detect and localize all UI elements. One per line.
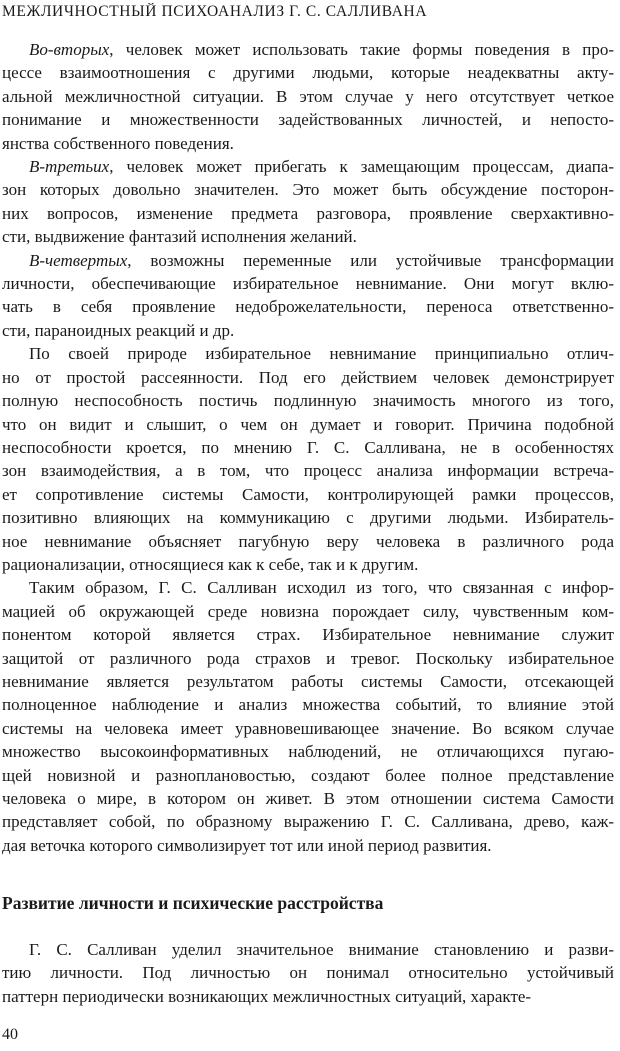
text-line <box>2 225 614 248</box>
line-text: но от простой рассеянности. Под его действием человек демонстрирует <box>2 367 614 387</box>
line-text: , возможны переменные или устойчивые трансформации <box>127 250 614 270</box>
line-text: полную неспособность постичь подлинную значимость многого из того, <box>2 391 614 411</box>
text-line <box>2 85 614 108</box>
italic-lead: Во-вторых <box>29 40 110 59</box>
line-text: дая веточка которого символизирует тот или иной период развития. <box>2 835 492 855</box>
line-text: рационализации, относящиеся как к себе, так и к другим. <box>2 554 419 574</box>
line-text: представляет собой, по образному выражению Г. С. Салливана, древо, каж- <box>2 812 614 832</box>
line-text: альной межличностной ситуации. В этом случае у него отсутствует четкое <box>2 86 614 106</box>
line-text: тию личности. Под личностью он понимал относительно устойчивый <box>2 963 614 983</box>
line-text: Таким образом, Г. С. Салливан исходил из того, что связанная с инфор- <box>29 578 614 598</box>
text-line <box>2 985 614 1008</box>
text-line <box>2 938 614 961</box>
italic-lead: В-третьих <box>29 157 110 177</box>
paragraph <box>2 938 614 1008</box>
line-text: ное невнимание объясняет пагубную веру человека в различного рода <box>2 531 614 551</box>
text-line <box>2 483 614 506</box>
text-line <box>2 670 614 693</box>
text-line <box>2 413 614 436</box>
line-text: сти, параноидных реакций и др. <box>2 320 235 340</box>
text-line <box>2 132 614 155</box>
text-line <box>2 787 614 810</box>
text-line <box>2 342 614 365</box>
line-text: чать в себя проявление недоброжелательности, переноса ответственно- <box>2 297 614 317</box>
text-line <box>2 61 614 84</box>
paragraph <box>2 38 614 155</box>
line-text: понимание и множественности задействованных личностей, и непосто- <box>2 110 614 130</box>
line-text: защитой от различного рода страхов и тревог. Поскольку избирательное <box>2 648 614 668</box>
line-text: зон взаимодействия, а в том, что процесс анализа информации встреча- <box>2 461 614 481</box>
text-line <box>2 961 614 984</box>
text-line <box>2 319 614 342</box>
text-line <box>2 108 614 131</box>
text-line <box>2 600 614 623</box>
line-text: что он видит и слышит, о чем он думает и говорит. Причина подобной <box>2 414 614 434</box>
body-text <box>2 38 614 857</box>
paragraph <box>2 342 614 576</box>
text-line <box>2 295 614 318</box>
text-line <box>2 576 614 599</box>
text-line <box>2 810 614 833</box>
line-text: системы на человека имеет уравновешивающее значение. Во всяком случае <box>2 718 614 738</box>
text-line <box>2 530 614 553</box>
line-text: множество высокоинформативных наблюдений, не отличающихся пугаю- <box>2 742 614 762</box>
line-text: паттерн периодически возникающих межличностных ситуаций, характе- <box>2 986 532 1006</box>
running-head: МЕЖЛИЧНОСТНЫЙ ПСИХОАНАЛИЗ Г. С. САЛЛИВАНА <box>2 3 428 20</box>
line-text: человека о мире, в котором он живет. В этом отношении система Самости <box>2 789 614 808</box>
text-line <box>2 389 614 412</box>
line-text: полноценное наблюдение и анализ множества событий, то влияние этой <box>2 695 614 715</box>
line-text: невнимание является результатом работы системы Самости, отсекающей <box>2 671 614 691</box>
text-line <box>2 553 614 576</box>
text-line <box>2 764 614 787</box>
line-text: понентом которой является страх. Избирательное невнимание служит <box>2 625 614 645</box>
line-text: щей новизной и разноплановостью, создают более полное представление <box>2 765 614 785</box>
text-line <box>2 623 614 646</box>
line-text: них вопросов, изменение предмета разговора, проявление сверхактивно- <box>2 203 614 223</box>
line-text: позитивно влияющих на коммуникацию с другими людьми. Избиратель- <box>2 508 614 528</box>
text-line <box>2 717 614 740</box>
paragraph <box>2 155 614 249</box>
line-text: зон которых довольно значителен. Это может быть обсуждение посторон- <box>2 180 614 200</box>
line-text: мацией об окружающей среде новизна порождает силу, чувственным ком- <box>2 601 614 621</box>
text-line <box>2 834 614 857</box>
line-text: неспособности кроется, по мнению Г. С. Салливана, не в особенностях <box>2 437 614 457</box>
italic-lead: В-четвертых <box>29 250 128 270</box>
text-line <box>2 178 614 201</box>
page-number: 40 <box>2 1026 18 1043</box>
line-text: По своей природе избирательное невнимание принципиально отлич- <box>29 344 614 364</box>
paragraph <box>2 249 614 343</box>
text-line <box>2 693 614 716</box>
line-text: янства собственного поведения. <box>2 133 234 153</box>
text-line <box>2 459 614 482</box>
text-line <box>2 38 614 61</box>
line-text: ет сопротивление системы Самости, контролирующей рамки процессов, <box>2 484 614 504</box>
line-text: , человек может прибегать к замещающим процессам, диапа- <box>109 157 614 177</box>
section-heading: Развитие личности и психические расстройства <box>2 893 384 913</box>
text-line <box>2 202 614 225</box>
text-line <box>2 366 614 389</box>
line-text: Г. С. Салливан уделил значительное внимание становлению и разви- <box>29 940 614 959</box>
text-line <box>2 249 614 272</box>
text-line <box>2 506 614 529</box>
line-text: личности, обеспечивающие избирательное невнимание. Они могут вклю- <box>2 274 614 294</box>
text-line <box>2 272 614 295</box>
paragraph <box>2 576 614 857</box>
text-line <box>2 740 614 763</box>
line-text: , человек может использовать такие формы поведения в про- <box>109 40 614 59</box>
text-line <box>2 436 614 459</box>
line-text: цессе взаимоотношения с другими людьми, которые неадекватны акту- <box>2 63 614 83</box>
line-text: сти, выдвижение фантазий исполнения желаний. <box>2 227 357 247</box>
text-line <box>2 647 614 670</box>
text-line <box>2 155 614 178</box>
section-text <box>2 938 614 1008</box>
